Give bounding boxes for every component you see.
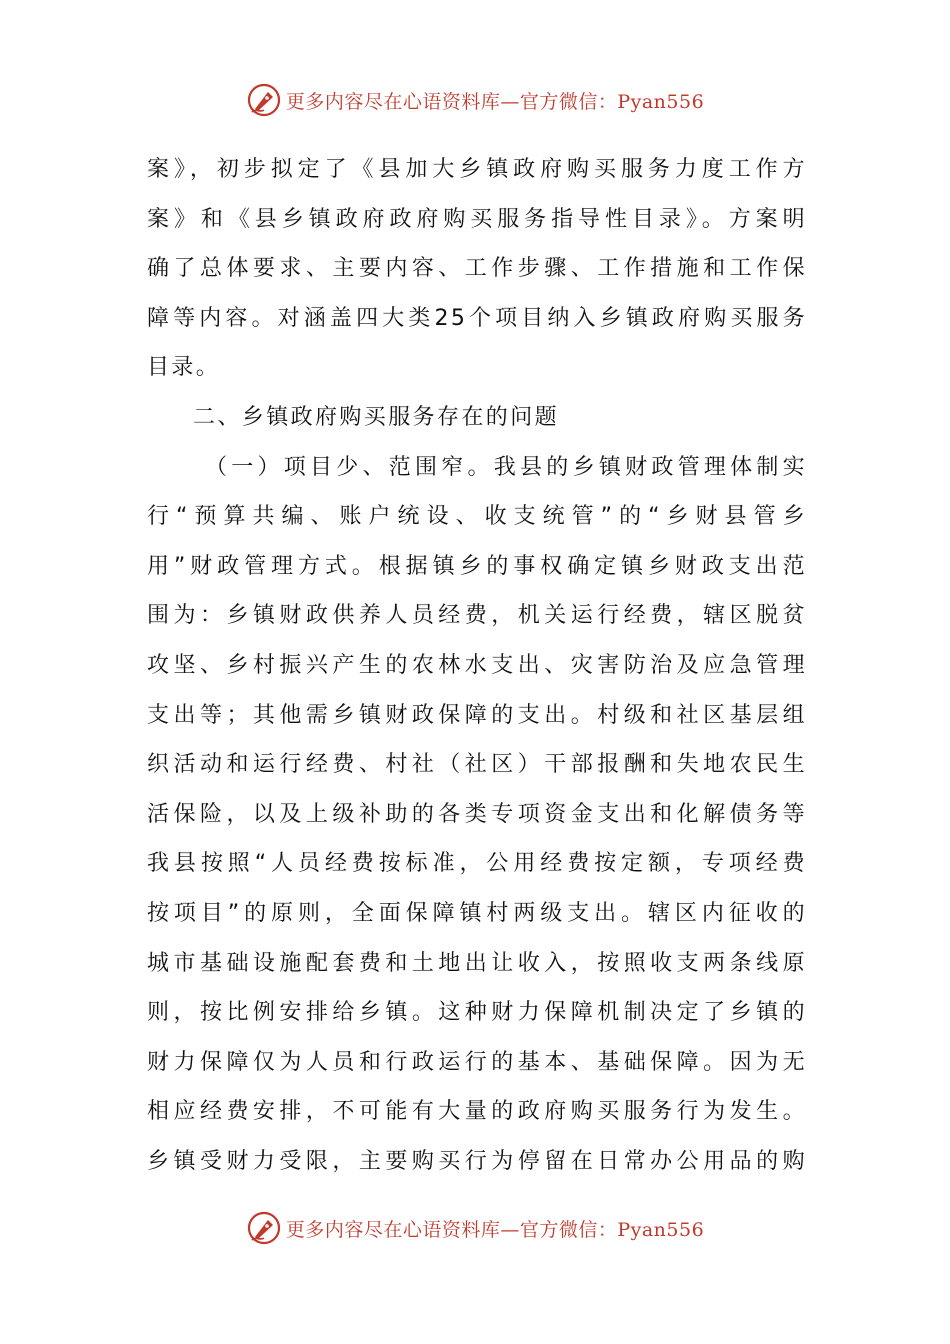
- text-line: 案》和《县乡镇政府政府购买服务指导性目录》。方案明: [147, 206, 807, 232]
- footer-watermark-banner: [0, 1210, 950, 1250]
- text-line: 案》，初步拟定了《县加大乡镇政府购买服务力度工作方: [147, 157, 807, 182]
- pen-nib-logo-icon: [246, 82, 282, 118]
- text-line: 织活动和运行经费、村社（社区）干部报酬和失地农民生: [147, 752, 807, 778]
- subsection-heading-line: （一）项目少、范围窄。我县的乡镇财政管理体制实: [205, 454, 807, 480]
- footer-watermark-text: 更多内容尽在心语资料库—官方微信：Pyan556: [285, 1218, 705, 1241]
- text-line: 用”财政管理方式。根据镇乡的事权确定镇乡财政支出范: [147, 553, 807, 579]
- text-line: 我县按照“人员经费按标准，公用经费按定额，专项经费: [147, 851, 807, 877]
- text-line: 相应经费安排，不可能有大量的政府购买服务行为发生。: [147, 1099, 807, 1125]
- text-line: 支出等；其他需乡镇财政保障的支出。村级和社区基层组: [147, 702, 807, 728]
- document-body: [147, 145, 807, 1186]
- text-line: 行“预算共编、账户统设、收支统管”的“乡财县管乡: [147, 504, 807, 530]
- text-line: 城市基础设施配套费和土地出让收入，按照收支两条线原: [147, 950, 807, 976]
- text-line: 活保险，以及上级补助的各类专项资金支出和化解债务等: [147, 801, 807, 827]
- text-line: 确了总体要求、主要内容、工作步骤、工作措施和工作保: [147, 256, 807, 282]
- header-watermark-banner: [0, 82, 950, 122]
- text-line: 目录。: [147, 355, 221, 381]
- text-line: 则，按比例安排给乡镇。这种财力保障机制决定了乡镇的: [147, 1000, 807, 1026]
- text-line: 攻坚、乡村振兴产生的农林水支出、灾害防治及应急管理: [147, 652, 807, 678]
- header-watermark-text: 更多内容尽在心语资料库—官方微信：Pyan556: [285, 90, 705, 113]
- pen-nib-logo-icon: [246, 1210, 282, 1246]
- text-line: 障等内容。对涵盖四大类25个项目纳入乡镇政府购买服务: [147, 305, 807, 331]
- text-line: 乡镇受财力受限，主要购买行为停留在日常办公用品的购: [147, 1148, 807, 1174]
- section-heading: 二、乡镇政府购买服务存在的问题: [193, 404, 560, 430]
- text-line: 按项目”的原则，全面保障镇村两级支出。辖区内征收的: [147, 900, 807, 926]
- text-line: 财力保障仅为人员和行政运行的基本、基础保障。因为无: [147, 1049, 807, 1075]
- text-line: 围为：乡镇财政供养人员经费，机关运行经费，辖区脱贫: [147, 603, 807, 629]
